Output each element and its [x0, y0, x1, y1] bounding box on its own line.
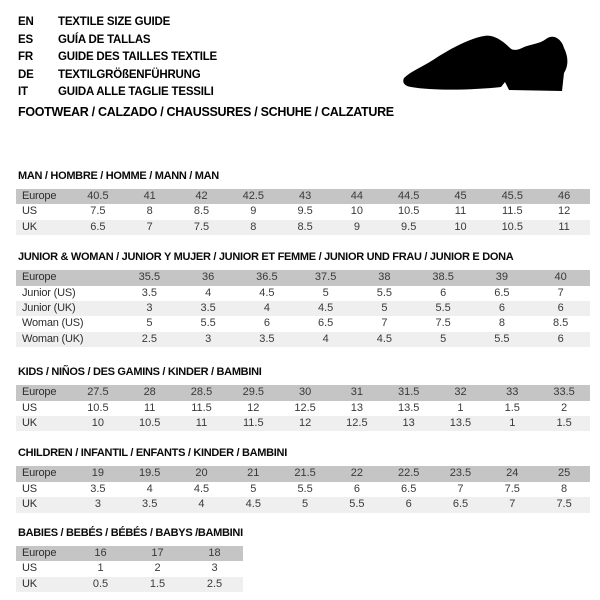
- size-cell: 12: [227, 401, 279, 416]
- size-section-kids: [16, 366, 590, 431]
- size-cell: 5.5: [414, 301, 473, 316]
- table-row: [16, 316, 590, 331]
- size-cell: 22: [331, 466, 383, 481]
- row-label: Woman (US): [16, 316, 120, 331]
- size-cell: 8: [227, 220, 279, 235]
- language-row: [18, 83, 217, 101]
- language-list: [18, 13, 217, 101]
- size-cell: 6: [414, 286, 473, 301]
- size-cell: 4.5: [227, 497, 279, 512]
- size-cell: 18: [186, 546, 243, 561]
- table-row: [16, 204, 590, 219]
- size-cell: 6.5: [72, 220, 124, 235]
- size-cell: 38.5: [414, 270, 473, 285]
- size-cell: 28.5: [176, 385, 228, 400]
- size-cell: 3: [186, 561, 243, 576]
- row-label: Europe: [16, 546, 72, 561]
- size-cell: 10.5: [486, 220, 538, 235]
- size-cell: 33: [486, 385, 538, 400]
- section-title-kids: KIDS / NIÑOS / DES GAMINS / KINDER / BAMBINI: [18, 366, 262, 379]
- size-cell: 12.5: [279, 401, 331, 416]
- size-cell: 11: [176, 416, 228, 431]
- size-cell: 7: [486, 497, 538, 512]
- size-section-children: [16, 447, 590, 512]
- size-cell: 22.5: [383, 466, 435, 481]
- size-cell: 3: [179, 332, 238, 347]
- table-row: [16, 561, 243, 576]
- size-cell: 6: [531, 301, 590, 316]
- size-cell: 45.5: [486, 189, 538, 204]
- table-row: [16, 416, 590, 431]
- size-cell: 13: [383, 416, 435, 431]
- size-cell: 3.5: [124, 497, 176, 512]
- row-label: US: [16, 561, 72, 576]
- size-cell: 9: [331, 220, 383, 235]
- size-cell: 7: [355, 316, 414, 331]
- size-cell: 42.5: [227, 189, 279, 204]
- size-cell: 4.5: [238, 286, 297, 301]
- table-row: [16, 385, 590, 400]
- row-label: Junior (US): [16, 286, 120, 301]
- size-cell: 12.5: [331, 416, 383, 431]
- size-cell: 1: [72, 561, 129, 576]
- row-label: UK: [16, 577, 72, 592]
- size-cell: 8.5: [279, 220, 331, 235]
- size-cell: 11.5: [227, 416, 279, 431]
- table-row: [16, 301, 590, 316]
- size-cell: 3.5: [179, 301, 238, 316]
- size-cell: 5: [120, 316, 179, 331]
- size-cell: 1: [435, 401, 487, 416]
- size-cell: 8: [538, 482, 590, 497]
- size-cell: 3.5: [72, 482, 124, 497]
- table-row: [16, 546, 243, 561]
- size-cell: 33.5: [538, 385, 590, 400]
- size-cell: 5.5: [279, 482, 331, 497]
- size-cell: 7: [531, 286, 590, 301]
- size-cell: 6.5: [383, 482, 435, 497]
- size-cell: 6.5: [296, 316, 355, 331]
- category-heading: FOOTWEAR / CALZADO / CHAUSSURES / SCHUHE / CALZATURE: [18, 105, 394, 119]
- size-cell: 8: [473, 316, 532, 331]
- size-cell: 5: [414, 332, 473, 347]
- section-title-junior-woman: JUNIOR & WOMAN / JUNIOR Y MUJER / JUNIOR ET FEMME / JUNIOR UND FRAU / JUNIOR E DONA: [18, 251, 514, 264]
- size-cell: 7.5: [538, 497, 590, 512]
- size-cell: 4: [238, 301, 297, 316]
- language-label: GUIDE DES TAILLES TEXTILE: [58, 51, 217, 64]
- size-cell: 5: [296, 286, 355, 301]
- size-cell: 5: [355, 301, 414, 316]
- size-cell: 24: [486, 466, 538, 481]
- language-row: [18, 31, 217, 49]
- size-cell: 8: [124, 204, 176, 219]
- size-cell: 7: [124, 220, 176, 235]
- size-cell: 10: [72, 416, 124, 431]
- size-cell: 10: [435, 220, 487, 235]
- size-cell: 5: [227, 482, 279, 497]
- language-label: TEXTILGRÖßENFÜHRUNG: [58, 68, 201, 81]
- size-cell: 10.5: [72, 401, 124, 416]
- size-cell: 5.5: [331, 497, 383, 512]
- size-cell: 4.5: [355, 332, 414, 347]
- size-cell: 4: [124, 482, 176, 497]
- size-cell: 2.5: [120, 332, 179, 347]
- size-tables: [16, 170, 590, 592]
- size-cell: 44: [331, 189, 383, 204]
- size-cell: 9.5: [383, 220, 435, 235]
- size-table-man: [16, 189, 590, 235]
- size-cell: 6: [531, 332, 590, 347]
- language-row: [18, 13, 217, 31]
- size-cell: 2.5: [186, 577, 243, 592]
- size-cell: 9.5: [279, 204, 331, 219]
- size-cell: 11.5: [176, 401, 228, 416]
- size-cell: 16: [72, 546, 129, 561]
- size-cell: 37.5: [296, 270, 355, 285]
- size-cell: 11: [124, 401, 176, 416]
- language-code: DE: [18, 68, 34, 81]
- size-cell: 4: [176, 497, 228, 512]
- size-cell: 17: [129, 546, 186, 561]
- size-cell: 21: [227, 466, 279, 481]
- size-cell: 5.5: [179, 316, 238, 331]
- size-cell: 8.5: [531, 316, 590, 331]
- size-cell: 12: [538, 204, 590, 219]
- table-row: [16, 482, 590, 497]
- size-cell: 20: [176, 466, 228, 481]
- size-cell: 21.5: [279, 466, 331, 481]
- language-code: EN: [18, 16, 34, 28]
- size-cell: 7: [435, 482, 487, 497]
- size-cell: 31: [331, 385, 383, 400]
- table-row: [16, 466, 590, 481]
- size-cell: 1.5: [129, 577, 186, 592]
- size-cell: 12: [279, 416, 331, 431]
- size-cell: 6: [238, 316, 297, 331]
- size-cell: 7.5: [486, 482, 538, 497]
- size-cell: 13: [331, 401, 383, 416]
- size-cell: 13.5: [383, 401, 435, 416]
- size-cell: 0.5: [72, 577, 129, 592]
- size-cell: 7.5: [176, 220, 228, 235]
- size-cell: 6: [331, 482, 383, 497]
- size-cell: 39: [473, 270, 532, 285]
- size-table-junior-woman: [16, 270, 590, 347]
- size-cell: 10.5: [383, 204, 435, 219]
- size-cell: 32: [435, 385, 487, 400]
- size-table-children: [16, 466, 590, 512]
- size-cell: 2: [129, 561, 186, 576]
- table-row: [16, 497, 590, 512]
- size-cell: 27.5: [72, 385, 124, 400]
- size-cell: 4.5: [296, 301, 355, 316]
- size-table-kids: [16, 385, 590, 431]
- size-cell: 5.5: [355, 286, 414, 301]
- language-label: GUÍA DE TALLAS: [58, 33, 151, 46]
- size-cell: 36: [179, 270, 238, 285]
- size-cell: 5: [279, 497, 331, 512]
- size-cell: 3: [120, 301, 179, 316]
- row-label: UK: [16, 416, 72, 431]
- table-row: [16, 332, 590, 347]
- language-row: [18, 66, 217, 84]
- size-cell: 8.5: [176, 204, 228, 219]
- section-title-children: CHILDREN / INFANTIL / ENFANTS / KINDER / BAMBINI: [18, 447, 287, 460]
- row-label: Europe: [16, 466, 72, 481]
- size-cell: 28: [124, 385, 176, 400]
- section-title-babies: BABIES / BEBÉS / BÉBÉS / BABYS /BAMBINI: [18, 526, 243, 539]
- size-cell: 42: [176, 189, 228, 204]
- size-cell: 11: [538, 220, 590, 235]
- size-cell: 46: [538, 189, 590, 204]
- table-row: [16, 577, 243, 592]
- size-cell: 9: [227, 204, 279, 219]
- size-cell: 30: [279, 385, 331, 400]
- row-label: Woman (UK): [16, 332, 120, 347]
- language-row: [18, 48, 217, 66]
- size-cell: 7.5: [414, 316, 473, 331]
- size-cell: 6: [383, 497, 435, 512]
- size-cell: 36.5: [238, 270, 297, 285]
- size-cell: 1: [486, 416, 538, 431]
- row-label: Junior (UK): [16, 301, 120, 316]
- size-cell: 13.5: [435, 416, 487, 431]
- size-cell: 3.5: [238, 332, 297, 347]
- language-code: FR: [18, 51, 33, 64]
- size-cell: 4.5: [176, 482, 228, 497]
- table-row: [16, 189, 590, 204]
- size-section-babies: [16, 527, 590, 592]
- language-code: ES: [18, 33, 33, 46]
- row-label: UK: [16, 220, 72, 235]
- size-cell: 6.5: [473, 286, 532, 301]
- size-cell: 4: [296, 332, 355, 347]
- size-cell: 25: [538, 466, 590, 481]
- size-cell: 11.5: [486, 204, 538, 219]
- language-label: TEXTILE SIZE GUIDE: [58, 16, 171, 28]
- row-label: UK: [16, 497, 72, 512]
- size-cell: 35.5: [120, 270, 179, 285]
- table-row: [16, 286, 590, 301]
- size-cell: 3.5: [120, 286, 179, 301]
- size-cell: 7.5: [72, 204, 124, 219]
- row-label: US: [16, 482, 72, 497]
- shoe-icon: [402, 34, 570, 92]
- size-section-junior-woman: [16, 251, 590, 347]
- language-code: IT: [18, 86, 28, 99]
- size-cell: 1.5: [486, 401, 538, 416]
- size-cell: 23.5: [435, 466, 487, 481]
- table-row: [16, 401, 590, 416]
- size-cell: 41: [124, 189, 176, 204]
- size-cell: 43: [279, 189, 331, 204]
- table-row: [16, 270, 590, 285]
- row-label: Europe: [16, 385, 72, 400]
- size-cell: 45: [435, 189, 487, 204]
- section-title-man: MAN / HOMBRE / HOMME / MANN / MAN: [18, 170, 219, 182]
- size-cell: 19.5: [124, 466, 176, 481]
- row-label: US: [16, 401, 72, 416]
- language-label: GUIDA ALLE TAGLIE TESSILI: [58, 86, 214, 99]
- size-cell: 3: [72, 497, 124, 512]
- table-row: [16, 220, 590, 235]
- size-cell: 11: [435, 204, 487, 219]
- size-cell: 29.5: [227, 385, 279, 400]
- size-cell: 10: [331, 204, 383, 219]
- row-label: US: [16, 204, 72, 219]
- size-cell: 44.5: [383, 189, 435, 204]
- size-cell: 40.5: [72, 189, 124, 204]
- row-label: Europe: [16, 189, 72, 204]
- size-table-babies: [16, 546, 243, 592]
- size-cell: 4: [179, 286, 238, 301]
- row-label: Europe: [16, 270, 120, 285]
- size-cell: 10.5: [124, 416, 176, 431]
- size-cell: 40: [531, 270, 590, 285]
- size-cell: 6.5: [435, 497, 487, 512]
- size-cell: 38: [355, 270, 414, 285]
- size-cell: 31.5: [383, 385, 435, 400]
- size-cell: 5.5: [473, 332, 532, 347]
- size-cell: 1.5: [538, 416, 590, 431]
- size-cell: 6: [473, 301, 532, 316]
- size-cell: 2: [538, 401, 590, 416]
- size-section-man: [16, 170, 590, 235]
- size-cell: 19: [72, 466, 124, 481]
